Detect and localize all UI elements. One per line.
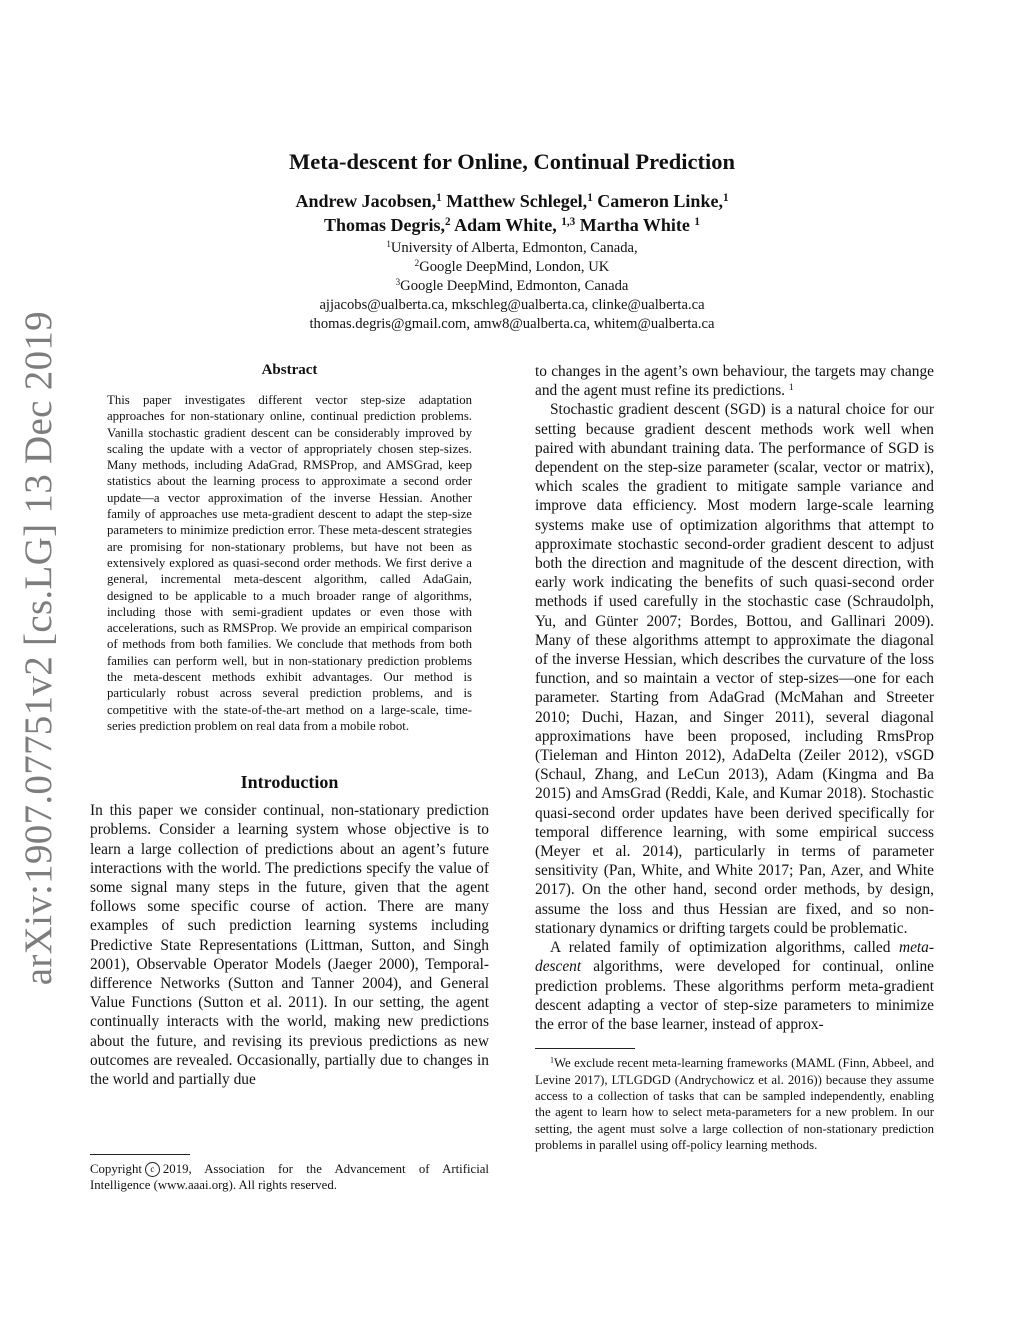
copyright-text: Copyright c 2019, Association for the Advancement of Artificial Intelligence (www.aaai.org). All rights reserved.: [90, 1162, 489, 1193]
affiliation-marker: 1: [436, 191, 442, 204]
paper-title: Meta-descent for Online, Continual Prediction: [288, 149, 735, 174]
author-line-2: [100, 213, 924, 237]
affiliation-marker: 1,3: [561, 215, 576, 228]
author-line-1: [100, 189, 924, 213]
author-name: Martha White: [579, 215, 690, 235]
footnote-text: We exclude recent meta-learning frameworks (MAML (Finn, Abbeel, and Levine 2017), LTLGDGD (Andrychowicz et al. 2016)) because they assume access to a collection of tasks that can be sampled independently, enabling the agent to learn how to select meta-parameters for a new problem. In our setting, the agent must solve a large collection of non-stationary prediction problems in parallel using off-policy learning methods.: [535, 1056, 934, 1153]
affiliation-marker: 1: [587, 191, 593, 204]
introduction-heading: Introduction: [240, 772, 339, 793]
author-name: Adam White,: [454, 215, 557, 235]
affiliation-marker: 1: [694, 215, 700, 228]
author-name: Matthew Schlegel,: [446, 191, 588, 211]
body-paragraph: A related family of optimization algorithms, called meta-descent algorithms, were developed for continual, online prediction problems. These algorithms perform meta-gradient descent adapting a vector of step-size parameters to minimize the error of the base learner, instead of approx-: [535, 939, 934, 1033]
introduction-paragraph: In this paper we consider continual, non-stationary prediction problems. Consider a learning system whose objective is to learn a large collection of predictions about an agent’s future interactions with the world. The predictions specify the value of some signal many steps in the future, given that the agent follows some specific course of action. There are many examples of such prediction learning systems including Predictive State Representations (Littman, Sutton, and Singh 2001), Observable Operator Models (Jaeger 2000), Temporal-difference Networks (Sutton and Tanner 2004), and General Value Functions (Sutton et al. 2011). In our setting, the agent continually interacts with the world, making new predictions about the future, and revising its previous predictions as new outcomes are revealed. Occasionally, partially due to changes in the world and partially due: [90, 802, 489, 1089]
footnote-rule: [535, 1048, 635, 1049]
footnote: [535, 1055, 934, 1153]
left-column: [90, 362, 489, 1089]
copyright-symbol: c: [145, 1162, 160, 1177]
author-name: Thomas Degris,: [324, 215, 446, 235]
affiliation-marker: 2: [445, 215, 451, 228]
email-line: ajjacobs@ualberta.ca, mkschleg@ualberta.ca, clinke@ualberta.ca: [319, 297, 705, 313]
affiliation-list: [100, 239, 924, 296]
author-name: Andrew Jacobsen,: [295, 191, 437, 211]
affiliation-line: $^3$Google DeepMind, Edmonton, Canada: [395, 277, 629, 294]
copyright-footnote: [90, 1140, 489, 1194]
body-paragraph: to changes in the agent’s own behaviour, the targets may change and the agent must refine its predictions. $^1$: [535, 363, 934, 400]
footnote-rule: [90, 1154, 190, 1155]
affiliation-line: $^1$University of Alberta, Edmonton, Canada,: [386, 239, 638, 256]
emphasis-term: meta-descent: [535, 939, 934, 976]
footnote-marker: 1: [788, 381, 794, 393]
author-name: Cameron Linke,: [597, 191, 723, 211]
email-line: thomas.degris@gmail.com, amw8@ualberta.ca, whitem@ualberta.ca: [309, 315, 715, 332]
footnote-number: 1: [550, 1055, 554, 1065]
arxiv-identifier: arXiv:1907.07751v2 [cs.LG] 13 Dec 2019: [16, 311, 60, 986]
author-list: [100, 189, 924, 237]
email-list: [100, 296, 924, 333]
abstract-heading: Abstract: [261, 362, 318, 378]
paper-header: [100, 148, 924, 333]
affiliation-marker: 1: [722, 191, 729, 204]
right-column: [535, 362, 934, 1154]
arxiv-side-stamp: [16, 311, 60, 986]
body-paragraph: Stochastic gradient descent (SGD) is a natural choice for our setting because gradient descent methods work well when paired with abundant training data. The performance of SGD is dependent on the step-size parameter (scalar, vector or matrix), which scales the gradient to mitigate sample variance and improve data efficiency. Most modern large-scale learning systems make use of optimization algorithms that attempt to approximate stochastic second-order gradient descent to adjust both the direction and magnitude of the descent direction, with early work indicating the benefits of such quasi-second order methods if used carefully in the stochastic case (Schraudolph, Yu, and Günter 2007; Bordes, Bottou, and Gallinari 2009). Many of these algorithms attempt to approximate the diagonal of the inverse Hessian, which describes the curvature of the loss function, and so maintain a vector of step-sizes—one for each parameter. Starting from AdaGrad (McMahan and Streeter 2010; Duchi, Hazan, and Singer 2011), several diagonal approximations have been proposed, including RmsProp (Tieleman and Hinton 2012), AdaDelta (Zeiler 2012), vSGD (Schaul, Zhang, and LeCun 2013), Adam (Kingma and Ba 2015) and AmsGrad (Reddi, Kale, and Kumar 2018). Stochastic quasi-second order updates have been derived specifically for temporal difference learning, with some empirical success (Meyer et al. 2014), particularly in terms of parameter sensitivity (Pan, White, and White 2017; Pan, Azer, and White 2017). On the other hand, second order methods, by design, assume the loss and thus Hessian are fixed, and so non-stationary dynamics or drifting targets could be problematic.: [535, 401, 934, 937]
affiliation-line: $^2$Google DeepMind, London, UK: [414, 258, 610, 275]
abstract-text: This paper investigates different vector step-size adaptation approaches for non-stationary online, continual prediction problems. Vanilla stochastic gradient descent can be considerably improved by scaling the update with a vector of appropriately chosen step-sizes. Many methods, including AdaGrad, RMSProp, and AMSGrad, keep statistics about the learning process to approximate a second order update—a vector approximation of the inverse Hessian. Another family of approaches use meta-gradient descent to adapt the step-size parameters to minimize prediction error. These meta-descent strategies are promising for non-stationary problems, but have not been as extensively explored as quasi-second order methods. We first derive a general, incremental meta-descent algorithm, called AdaGain, designed to be applicable to a much broader range of algorithms, including those with semi-gradient updates or even those with accelerations, such as RMSProp. We provide an empirical comparison of methods from both families. We conclude that methods from both families can perform well, but in non-stationary prediction problems the meta-descent methods exhibit advantages. Our method is particularly robust across several prediction problems, and is competitive with the state-of-the-art method on a large-scale, time-series prediction problem on real data from a mobile robot.: [107, 393, 472, 733]
